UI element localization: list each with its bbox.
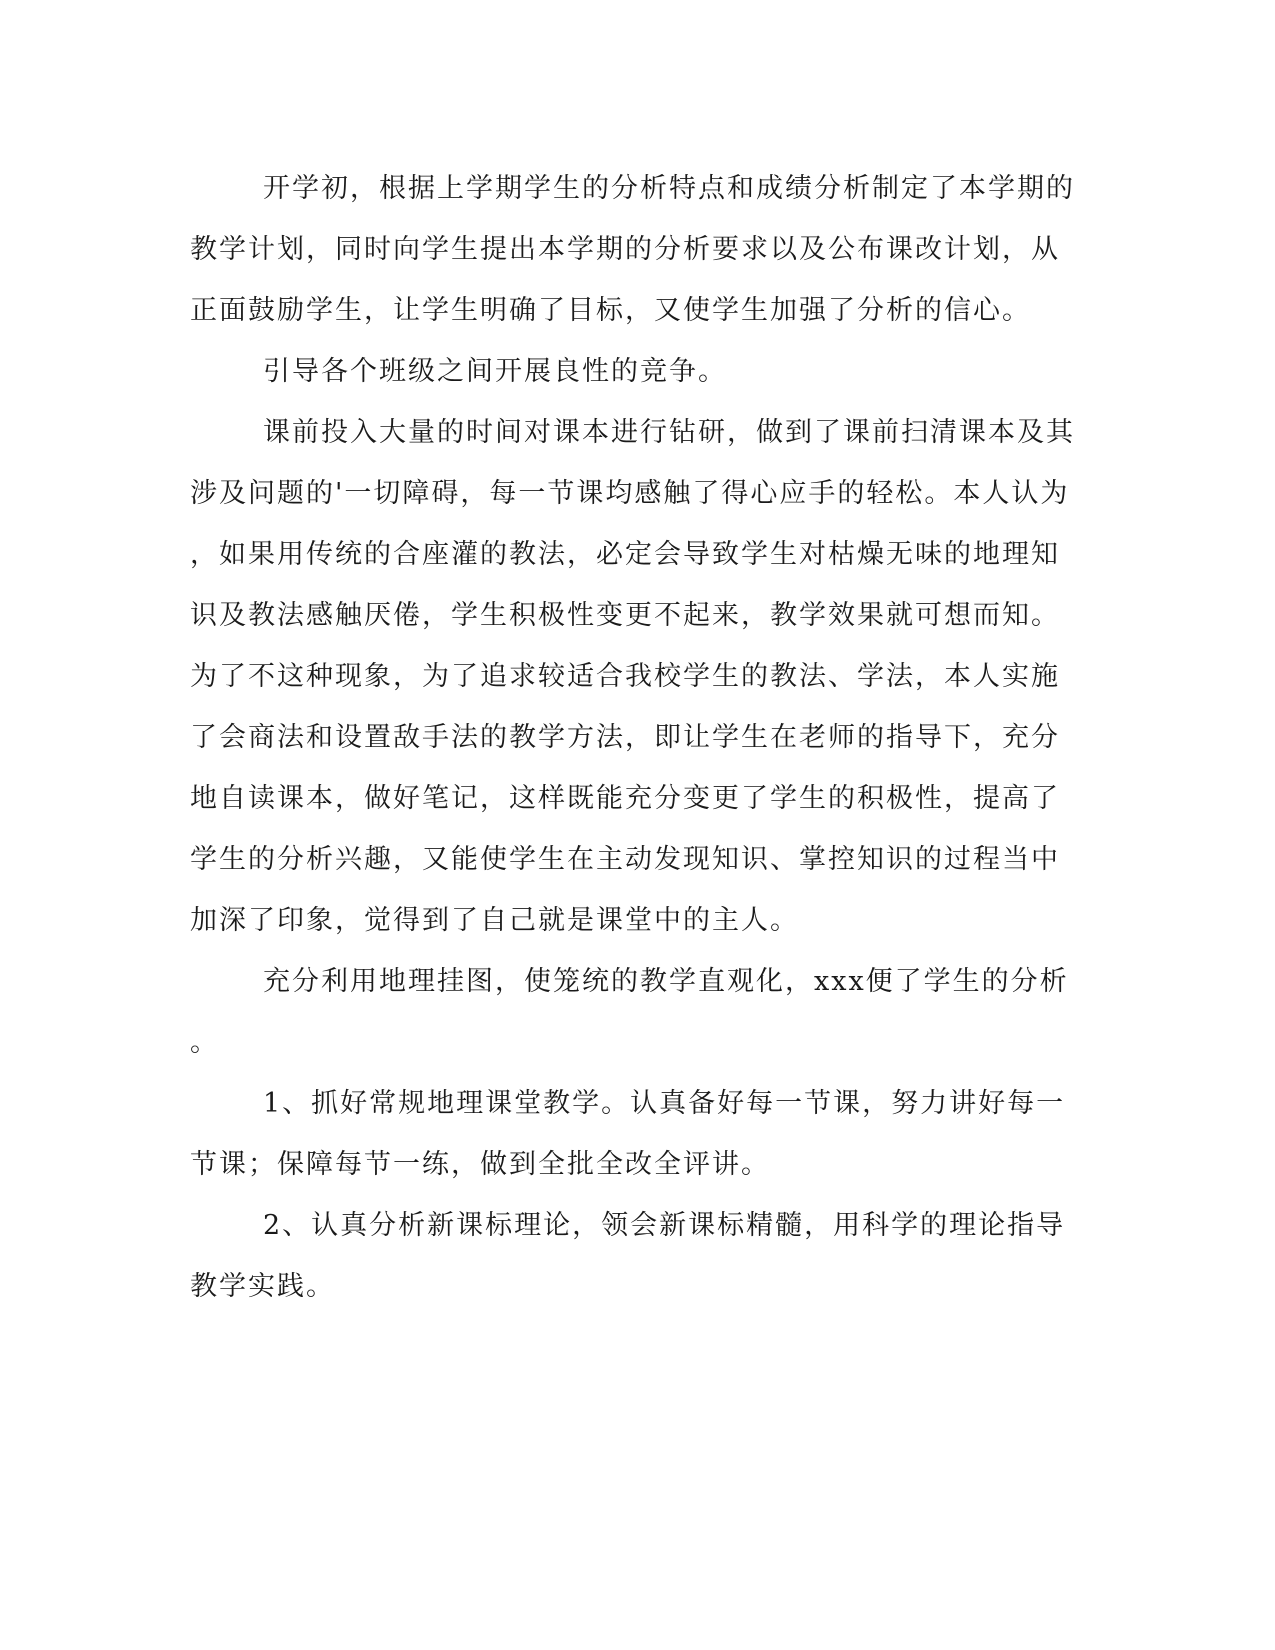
text-line: ，如果用传统的合座灌的教法，必定会导致学生对枯燥无味的地理知 [190, 539, 1060, 570]
text-line: 开学初，根据上学期学生的分析特点和成绩分析制定了本学期的 [263, 173, 1075, 204]
text-line: 充分利用地理挂图，使笼统的教学直观化，xxx便了学生的分析 [263, 966, 1069, 997]
text-line: 引导各个班级之间开展良性的竞争。 [263, 356, 727, 387]
text-line: 地自读课本，做好笔记，这样既能充分变更了学生的积极性，提高了 [190, 783, 1060, 814]
text-line: 2、认真分析新课标理论，领会新课标精髓，用科学的理论指导 [263, 1210, 1066, 1241]
text-line: 加深了印象，觉得到了自己就是课堂中的主人。 [190, 905, 799, 936]
text-line: 教学实践。 [190, 1271, 335, 1302]
text-line: 为了不这种现象，为了追求较适合我校学生的教法、学法，本人实施 [190, 661, 1060, 692]
text-line: 教学计划，同时向学生提出本学期的分析要求以及公布课改计划，从 [190, 234, 1060, 265]
text-line: 识及教法感触厌倦，学生积极性变更不起来，教学效果就可想而知。 [190, 600, 1060, 631]
document-body [190, 158, 1090, 1317]
text-line: 学生的分析兴趣，又能使学生在主动发现知识、掌控知识的过程当中 [190, 844, 1060, 875]
text-line: 了会商法和设置敌手法的教学方法，即让学生在老师的指导下，充分 [190, 722, 1060, 753]
text-line: 涉及问题的'一切障碍，每一节课均感触了得心应手的轻松。本人认为 [190, 478, 1070, 509]
text-line: 课前投入大量的时间对课本进行钻研，做到了课前扫清课本及其 [263, 417, 1075, 448]
text-line: 正面鼓励学生，让学生明确了目标，又使学生加强了分析的信心。 [190, 295, 1031, 326]
text-line: 1、抓好常规地理课堂教学。认真备好每一节课，努力讲好每一 [263, 1088, 1066, 1119]
text-line: 。 [190, 1027, 219, 1058]
text-line: 节课；保障每节一练，做到全批全改全评讲。 [190, 1149, 770, 1180]
